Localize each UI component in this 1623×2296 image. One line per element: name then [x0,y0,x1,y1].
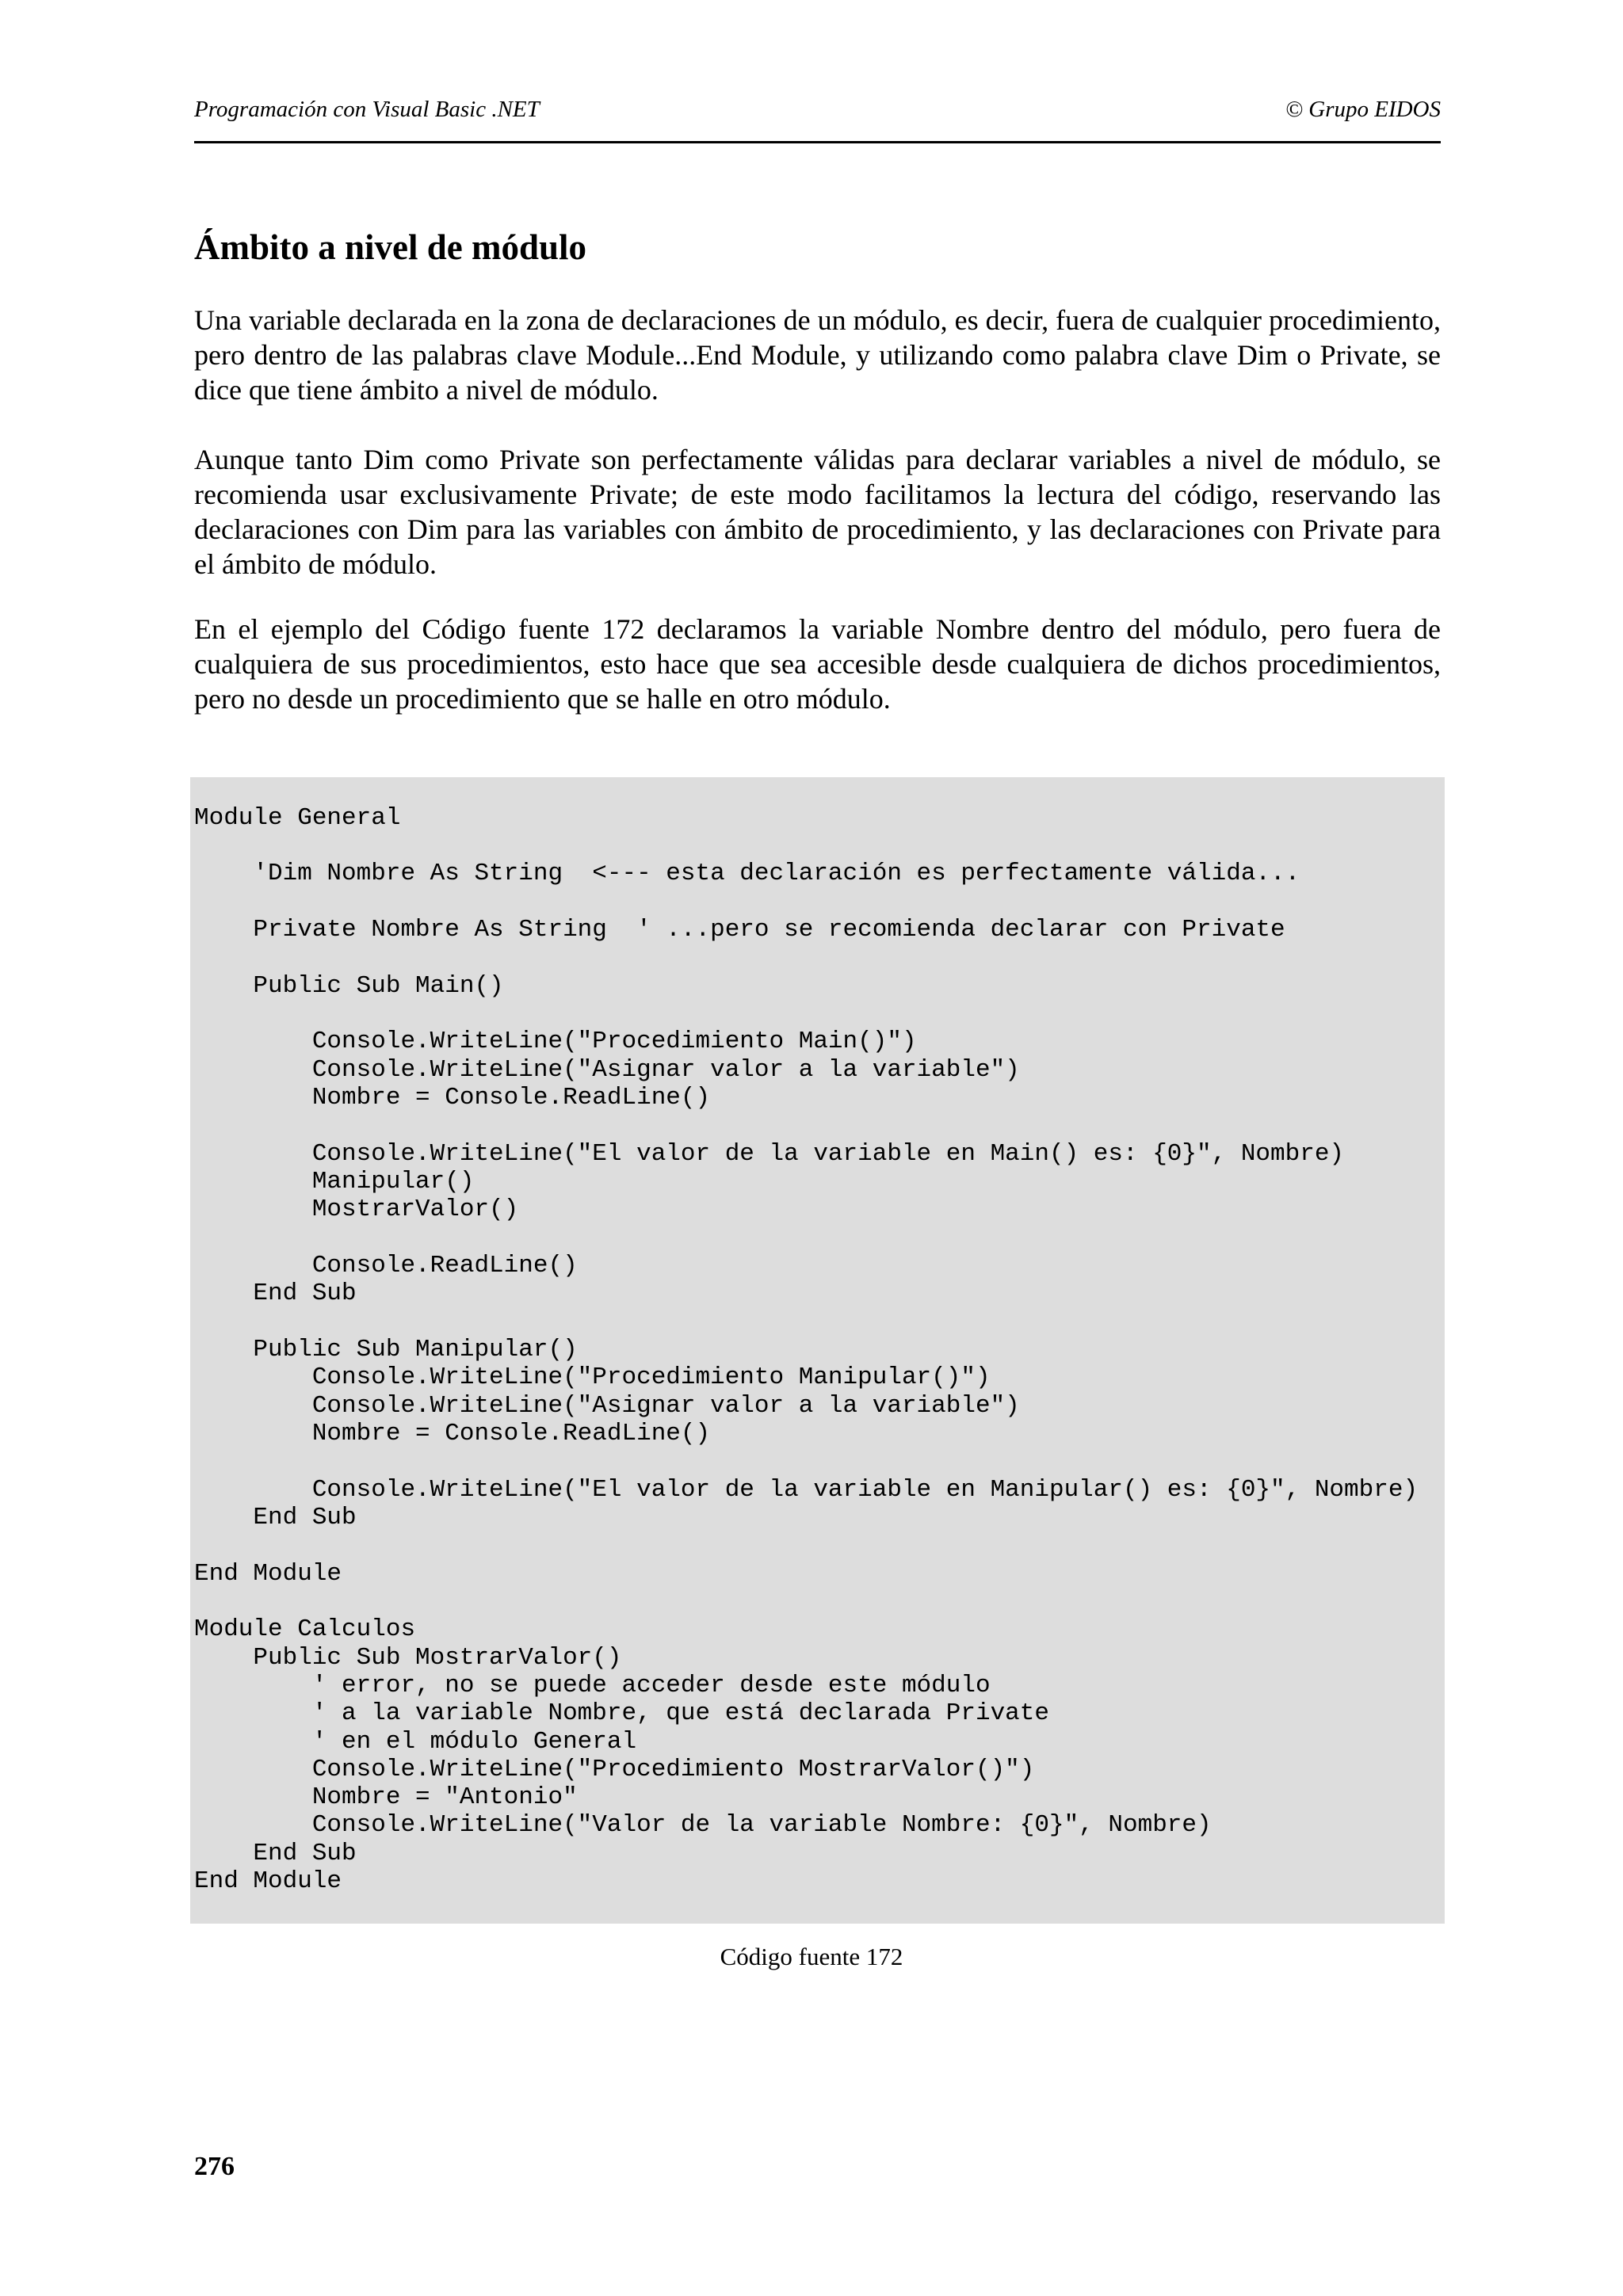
code-line: End Sub [194,1280,357,1307]
code-line: MostrarValor() [194,1196,519,1223]
code-line: Console.ReadLine() [194,1252,578,1280]
code-line: End Sub [194,1840,357,1867]
code-line: Private Nombre As String ' ...pero se recomienda declarar con Private [194,916,1285,944]
code-line: Manipular() [194,1168,475,1196]
paragraph: Una variable declarada en la zona de declaraciones de un módulo, es decir, fuera de cualquier procedimiento, pero dentro de las palabras clave Module...End Module, y utilizando como palabra clave Dim o Private, se dice que tiene ámbito a nivel de módulo. [194,304,1441,406]
code-line: ' en el módulo General [194,1728,637,1756]
publisher-copyright: © Grupo EIDOS [1285,97,1441,122]
code-line: Module Calculos [194,1615,416,1643]
code-line: Console.WriteLine("Procedimiento Main()") [194,1028,917,1055]
section-title: Ámbito a nivel de módulo [194,227,587,267]
paragraph: En el ejemplo del Código fuente 172 declaramos la variable Nombre dentro del módulo, pero fuera de cualquiera de sus procedimientos, esto hace que sea accesible desde cualquiera de dichos procedimientos, pero no desde un procedimiento que se halle en otro módulo. [194,613,1441,715]
code-line: Console.WriteLine("El valor de la variable en Main() es: {0}", Nombre) [194,1140,1345,1168]
code-line: Console.WriteLine("Asignar valor a la variable") [194,1056,1020,1084]
paragraph: Aunque tanto Dim como Private son perfectamente válidas para declarar variables a nivel de módulo, se recomienda usar exclusivamente Private; de este modo facilitamos la lectura del código, reservando las declaraciones con Dim para las variables con ámbito de procedimiento, y las declaraciones con Private para el ámbito de módulo. [194,444,1441,580]
code-line: ' a la variable Nombre, que está declarada Private [194,1699,1049,1727]
code-line: End Module [194,1560,342,1588]
code-line: Module General [194,804,401,832]
code-line: Public Sub Manipular() [194,1336,578,1363]
code-line: End Module [194,1867,342,1895]
code-line: Console.WriteLine("Valor de la variable Nombre: {0}", Nombre) [194,1811,1212,1839]
code-line: ' error, no se puede acceder desde este módulo [194,1672,991,1699]
code-line: Console.WriteLine("Asignar valor a la variable") [194,1392,1020,1420]
code-caption: Código fuente 172 [720,1943,903,1970]
code-line: Console.WriteLine("Procedimiento MostrarValor()") [194,1756,1035,1783]
code-line: Console.WriteLine("El valor de la variable en Manipular() es: {0}", Nombre) [194,1476,1419,1504]
code-listing [190,777,1445,1924]
book-title: Programación con Visual Basic .NET [194,97,540,122]
page-header [194,93,1441,143]
code-line: Public Sub MostrarValor() [194,1644,622,1672]
code-line: Nombre = Console.ReadLine() [194,1084,711,1112]
page-number: 276 [194,2152,235,2181]
code-line: Public Sub Main() [194,972,504,1000]
code-line: 'Dim Nombre As String <--- esta declaración es perfectamente válida... [194,860,1300,887]
code-line: End Sub [194,1504,357,1531]
code-line: Console.WriteLine("Procedimiento Manipular()") [194,1363,991,1391]
code-line: Nombre = Console.ReadLine() [194,1420,711,1447]
code-line: Nombre = "Antonio" [194,1783,578,1811]
